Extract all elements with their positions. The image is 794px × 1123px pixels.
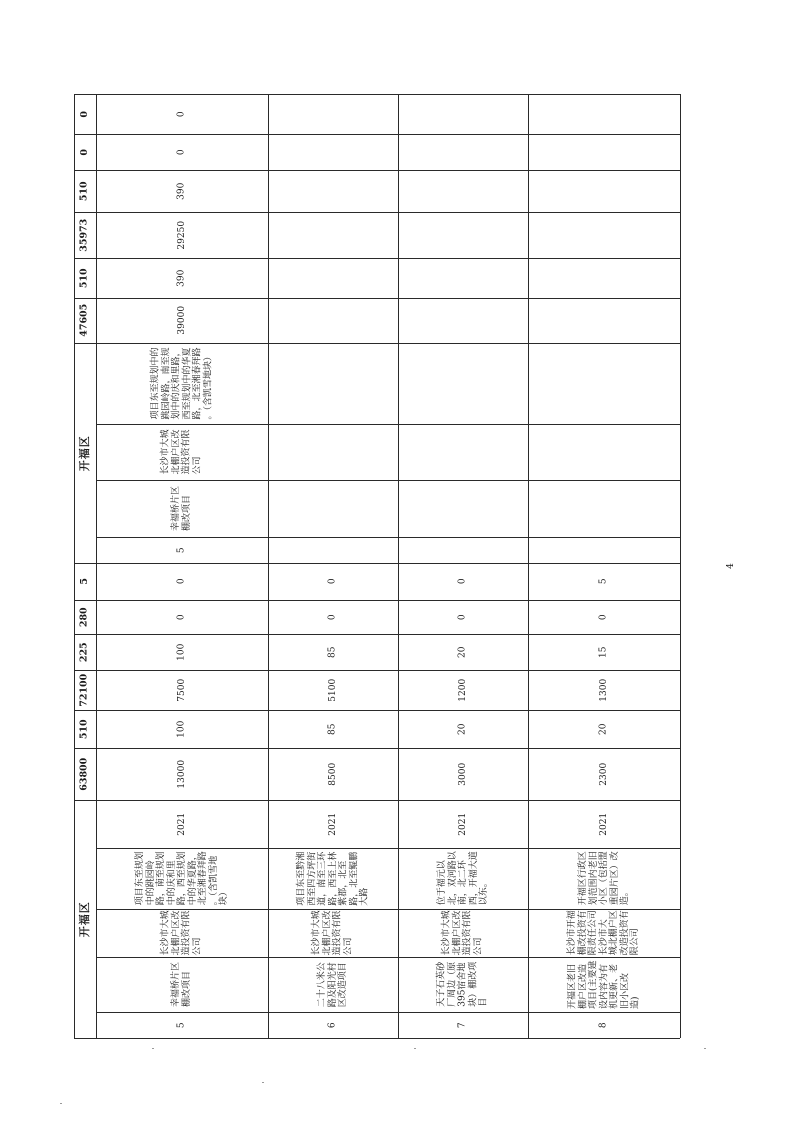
upper-header-value: 0 [78,148,90,156]
lower-header-value: 5 [78,578,90,585]
lower-header-cell [74,634,96,670]
row7-value: 1200 [457,678,468,702]
row6-value: 85 [327,646,338,658]
upper-project-cell [96,480,268,537]
upper-company-cell [96,424,268,480]
upper-value-cell [96,212,268,258]
row5-value: 0 [176,614,187,620]
upper-value-cell [96,170,268,212]
row8-year-cell [528,800,680,848]
row7-value-cell [398,748,528,800]
row8-year: 2021 [598,812,609,836]
upper-header-value: 35973 [78,218,90,252]
row8-value: 15 [598,646,609,658]
lower-header-value: 63800 [78,757,90,791]
row5-value-cell [96,600,268,634]
upper-value-cell [96,258,268,298]
row6-value: 8500 [327,762,338,786]
upper-scope-text: 项目东至规划中的 跳园岭路，南至规 划中的庆和里路， 西至规划中的华夏 路，北至湘春拜路 。（含凯雪地块） [150,347,213,420]
row6-index: 6 [327,1022,338,1028]
row6-company: 长沙市大城 北棚户区改 造投资有限 公司 [311,910,354,956]
row6-value-cell [268,563,398,600]
row5-scope-cell [96,848,268,909]
row7-index-cell [398,1012,528,1038]
row7-index: 7 [457,1022,468,1028]
row5-index: 5 [176,1022,187,1028]
upper-value-cell [96,94,268,134]
lower-header-cell [74,563,96,600]
row7-value: 20 [457,646,468,658]
row7-project-cell [398,957,528,1012]
scan-speck [152,1048,154,1049]
upper-value: 0 [176,149,187,155]
row8-index-cell [528,1012,680,1038]
row6-value-cell [268,710,398,748]
row5-value: 100 [176,643,187,661]
row6-value: 0 [327,578,338,585]
row5-value: 13000 [176,759,187,789]
row8-value: 0 [598,614,609,620]
upper-value: 390 [176,269,187,287]
row8-value-cell [528,670,680,710]
row8-value: 2300 [598,762,609,786]
row5-value-cell [96,634,268,670]
row6-year: 2021 [327,812,338,836]
lower-header-cell [74,600,96,634]
row7-year-cell [398,800,528,848]
upper-header-cell [74,258,96,298]
row7-year: 2021 [457,812,468,836]
row5-value-cell [96,563,268,600]
row7-value-cell [398,634,528,670]
row5-scope: 项目东至规划 中的跳园岭 路，南至规划 中的庆和里 路，西至规划 中的华夏路， 北至湘春拜路 。（含凯雪地 块） [134,851,229,906]
lower-header-cell [74,748,96,800]
row7-scope-cell [398,848,528,909]
upper-index-cell [96,537,268,563]
upper-header-cell [74,134,96,170]
row6-project-cell [268,957,398,1012]
row5-company-cell [96,909,268,957]
upper-index-text: 5 [176,547,187,553]
row5-project: 幸福桥片区 棚改项目 [171,961,192,1008]
row5-value-cell [96,748,268,800]
row6-index-cell [268,1012,398,1038]
row7-value: 0 [457,578,468,585]
row7-value-cell [398,600,528,634]
row8-index: 8 [598,1022,609,1028]
upper-header-cell [74,170,96,212]
row8-project: 开福区老旧 棚户区改造 项目(主要建 设内容为有 机更新、老 旧小区改 造) [567,960,641,1009]
row7-value: 20 [457,723,468,735]
row7-value: 0 [457,614,468,620]
row7-company: 长沙市大城 北棚户区改 造投资有限 公司 [441,910,484,956]
upper-header-value: 510 [78,268,90,288]
upper-value: 0 [176,111,187,117]
upper-scope-cell [96,343,268,424]
scan-speck [704,1048,706,1049]
upper-region-header [74,343,96,563]
row5-value: 100 [176,720,187,738]
upper-value: 29250 [176,220,187,250]
scan-speck [414,1048,416,1049]
row6-value: 85 [327,723,338,735]
row8-value: 1300 [598,678,609,702]
row8-project-cell [528,957,680,1012]
row5-value-cell [96,710,268,748]
lower-header-value: 225 [78,642,90,662]
scan-speck [262,1082,264,1083]
row8-value: 20 [598,723,609,735]
row5-value: 0 [176,578,187,585]
row6-value: 5100 [327,678,338,702]
row5-company: 长沙市大城 北棚户区改 造投资有限 公司 [160,910,203,956]
row6-value: 0 [327,614,338,620]
row7-scope: 位于福元以 北，双河路以 南，北二环 西，开福大道 以东。 [436,851,489,906]
row8-company: 长沙市开福 棚改投资有 限责任公司 长沙市大 城北棚户区 改造投资有 限公司 [567,910,641,956]
row8-value: 5 [598,578,609,585]
row8-value-cell [528,600,680,634]
lower-region-header [74,800,96,1038]
row6-scope: 项目东至黔湘 西至四方坪街 道，南至三环 路，西至上林 紫郡，北至 路，北至鲲鹏 大路 [296,851,370,906]
row5-year: 2021 [176,812,187,836]
row8-value-cell [528,634,680,670]
lower-header-cell [74,670,96,710]
upper-header-cell [74,94,96,134]
row7-value-cell [398,670,528,710]
lower-header-value: 72100 [78,673,90,707]
row6-value-cell [268,748,398,800]
row7-project: 天子石英砂 厂周边（原 395宿舍地 块）棚改项 目 [436,961,489,1008]
upper-company-text: 长沙市大城 北棚户区改 造投资有限 公司 [160,429,203,475]
row8-value-cell [528,710,680,748]
upper-value: 390 [176,182,187,200]
lower-header-value: 510 [78,719,90,739]
row8-scope: 开福区行政区 划范围内老旧 小区（包括盟 重园片区）改 造。 [577,851,630,906]
upper-value-cell [96,134,268,170]
upper-header-value: 0 [78,110,90,118]
upper-region-label: 开福区 [77,435,91,471]
upper-value-cell [96,298,268,343]
upper-header-cell [74,298,96,343]
row6-scope-cell [268,848,398,909]
row7-value: 3000 [457,762,468,786]
row5-project-cell [96,957,268,1012]
row5-value-cell [96,670,268,710]
lower-header-value: 280 [78,607,90,627]
lower-header-cell [74,710,96,748]
upper-value: 39000 [176,306,187,335]
row8-value-cell [528,563,680,600]
row6-value-cell [268,670,398,710]
scan-speck [60,1103,62,1104]
row8-scope-cell [528,848,680,909]
row5-value: 7500 [176,678,187,702]
row8-value-cell [528,748,680,800]
row7-value-cell [398,710,528,748]
upper-project-text: 幸福桥片区 棚改项目 [171,485,192,532]
row6-company-cell [268,909,398,957]
upper-header-value: 47605 [78,303,90,338]
row6-value-cell [268,634,398,670]
row6-year-cell [268,800,398,848]
row7-company-cell [398,909,528,957]
row8-company-cell [528,909,680,957]
row7-value-cell [398,563,528,600]
page-number: 4 [725,563,736,569]
row5-index-cell [96,1012,268,1038]
row6-project: 二十八米公 路及阳光村 区改造项目 [317,961,349,1008]
upper-header-cell [74,212,96,258]
row6-value-cell [268,600,398,634]
row5-year-cell [96,800,268,848]
upper-header-value: 510 [78,181,90,201]
lower-region-label: 开福区 [77,901,91,937]
